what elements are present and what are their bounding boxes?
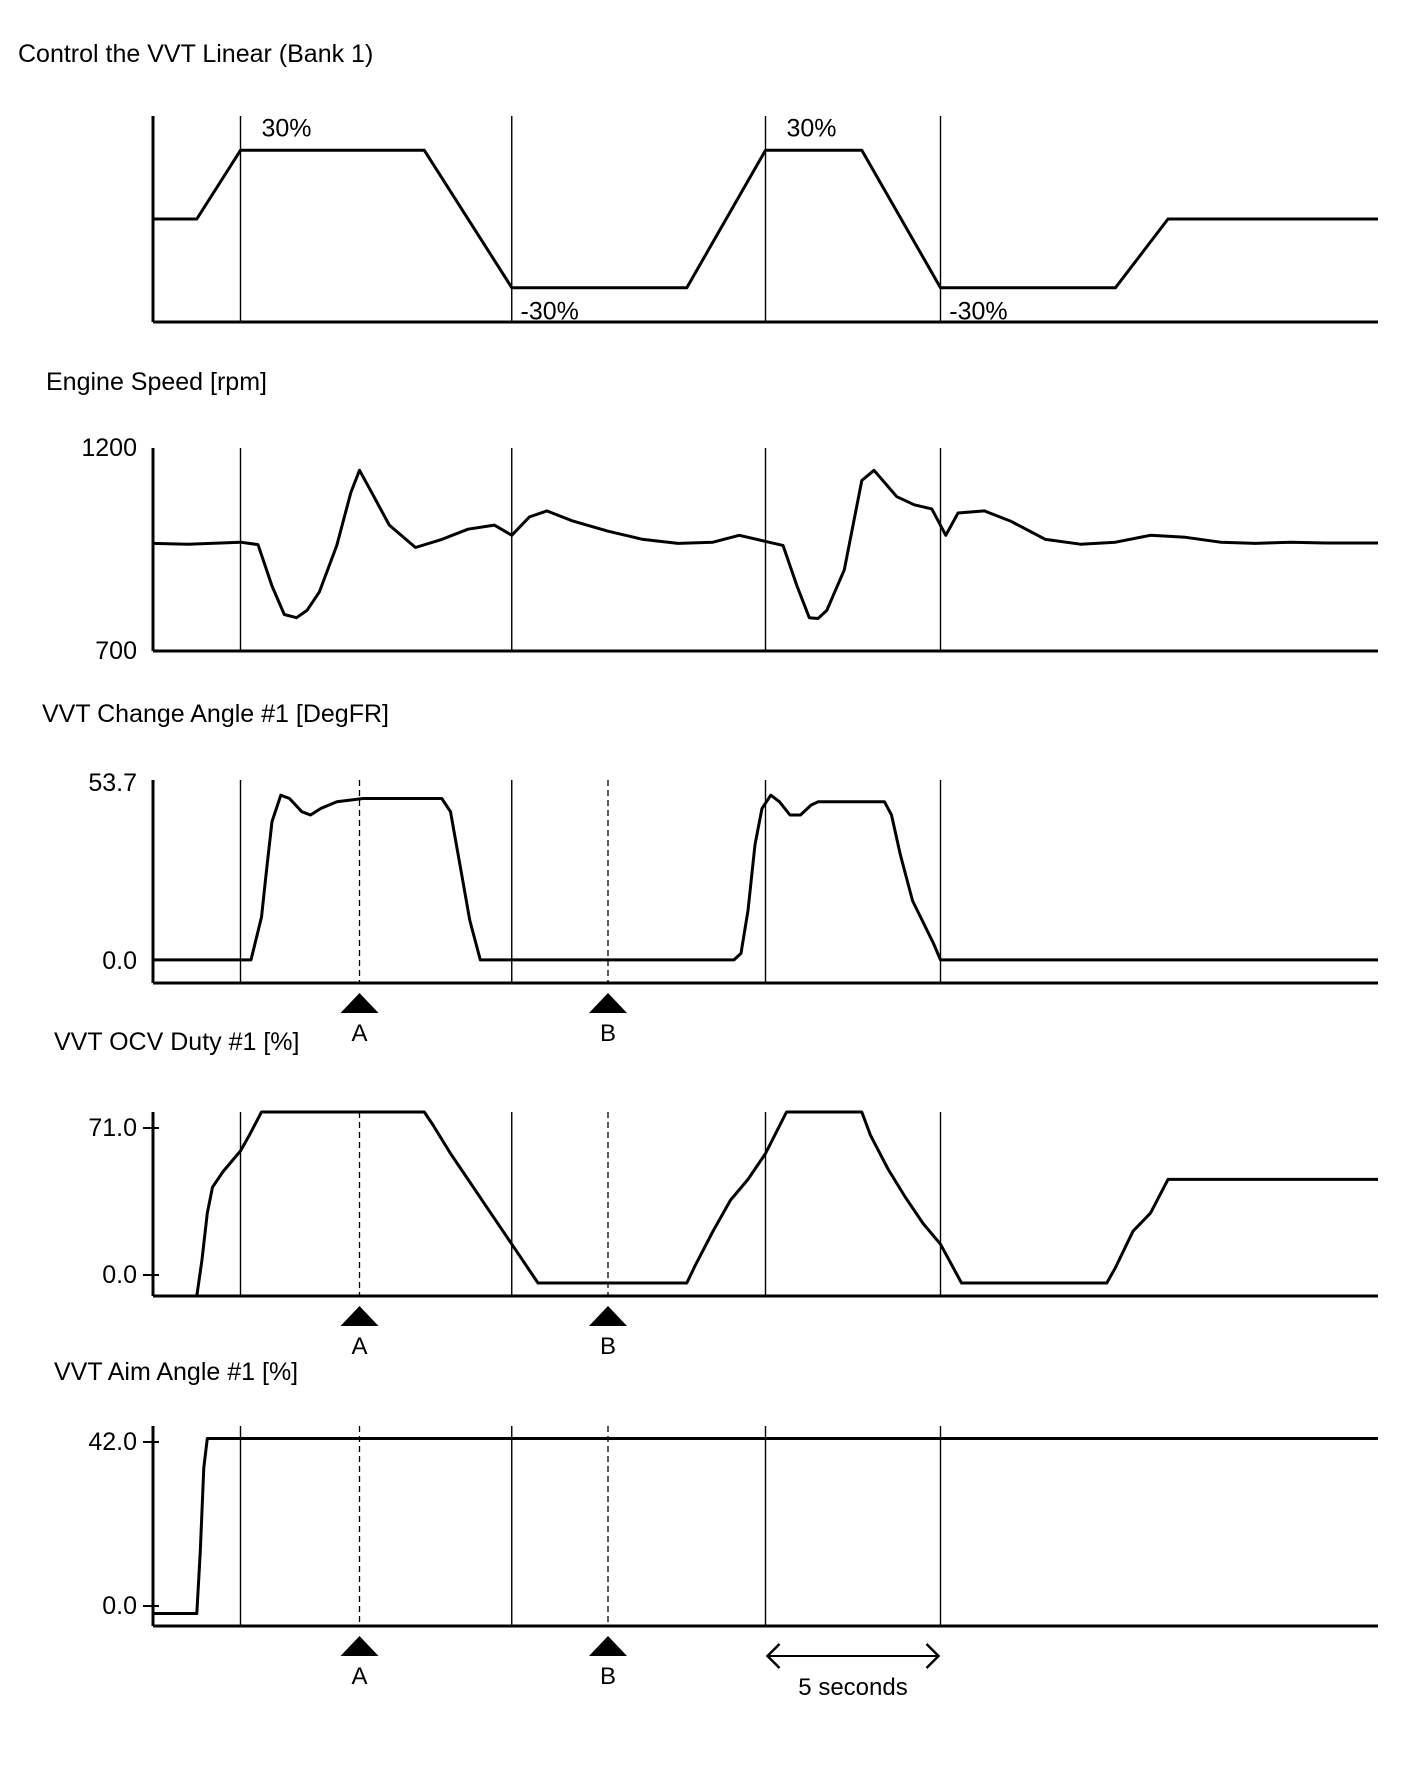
annotation-1-4: -30% bbox=[949, 297, 1008, 326]
marker-label-a-3: A bbox=[351, 1020, 368, 1047]
annotation-1-2: -30% bbox=[520, 297, 579, 326]
tick-label-3-2: 0.0 bbox=[102, 947, 137, 975]
annotation-1-3: 30% bbox=[786, 114, 837, 143]
annotation-1-1: 30% bbox=[261, 114, 312, 143]
panel-title-3: VVT Change Angle #1 [DegFR] bbox=[42, 700, 389, 728]
marker-triangle-a-3 bbox=[341, 993, 379, 1013]
panel-title-1: Control the VVT Linear (Bank 1) bbox=[18, 40, 374, 68]
marker-triangle-b-5 bbox=[589, 1636, 627, 1656]
marker-label-b-5: B bbox=[599, 1663, 617, 1690]
marker-label-b-3: B bbox=[599, 1020, 617, 1047]
tick-label-5-1: 42.0 bbox=[88, 1428, 137, 1456]
tick-label-5-2: 0.0 bbox=[102, 1592, 137, 1620]
marker-triangle-a-4 bbox=[341, 1306, 379, 1326]
tick-label-4-2: 0.0 bbox=[102, 1261, 137, 1289]
panel-title-2: Engine Speed [rpm] bbox=[46, 368, 267, 396]
panel-title-4: VVT OCV Duty #1 [%] bbox=[54, 1028, 300, 1056]
marker-label-a-4: A bbox=[351, 1333, 368, 1360]
marker-label-a-5: A bbox=[351, 1663, 368, 1690]
panel-title-5: VVT Aim Angle #1 [%] bbox=[54, 1358, 299, 1386]
marker-triangle-b-3 bbox=[589, 993, 627, 1013]
tick-label-3-1: 53.7 bbox=[88, 769, 137, 797]
tick-label-2-2: 700 bbox=[95, 637, 137, 665]
marker-triangle-a-5 bbox=[341, 1636, 379, 1656]
tick-label-4-1: 71.0 bbox=[88, 1114, 137, 1142]
duration-label: 5 seconds bbox=[798, 1674, 908, 1701]
marker-label-b-4: B bbox=[599, 1333, 617, 1360]
tick-label-2-1: 1200 bbox=[81, 434, 137, 462]
marker-triangle-b-4 bbox=[589, 1306, 627, 1326]
